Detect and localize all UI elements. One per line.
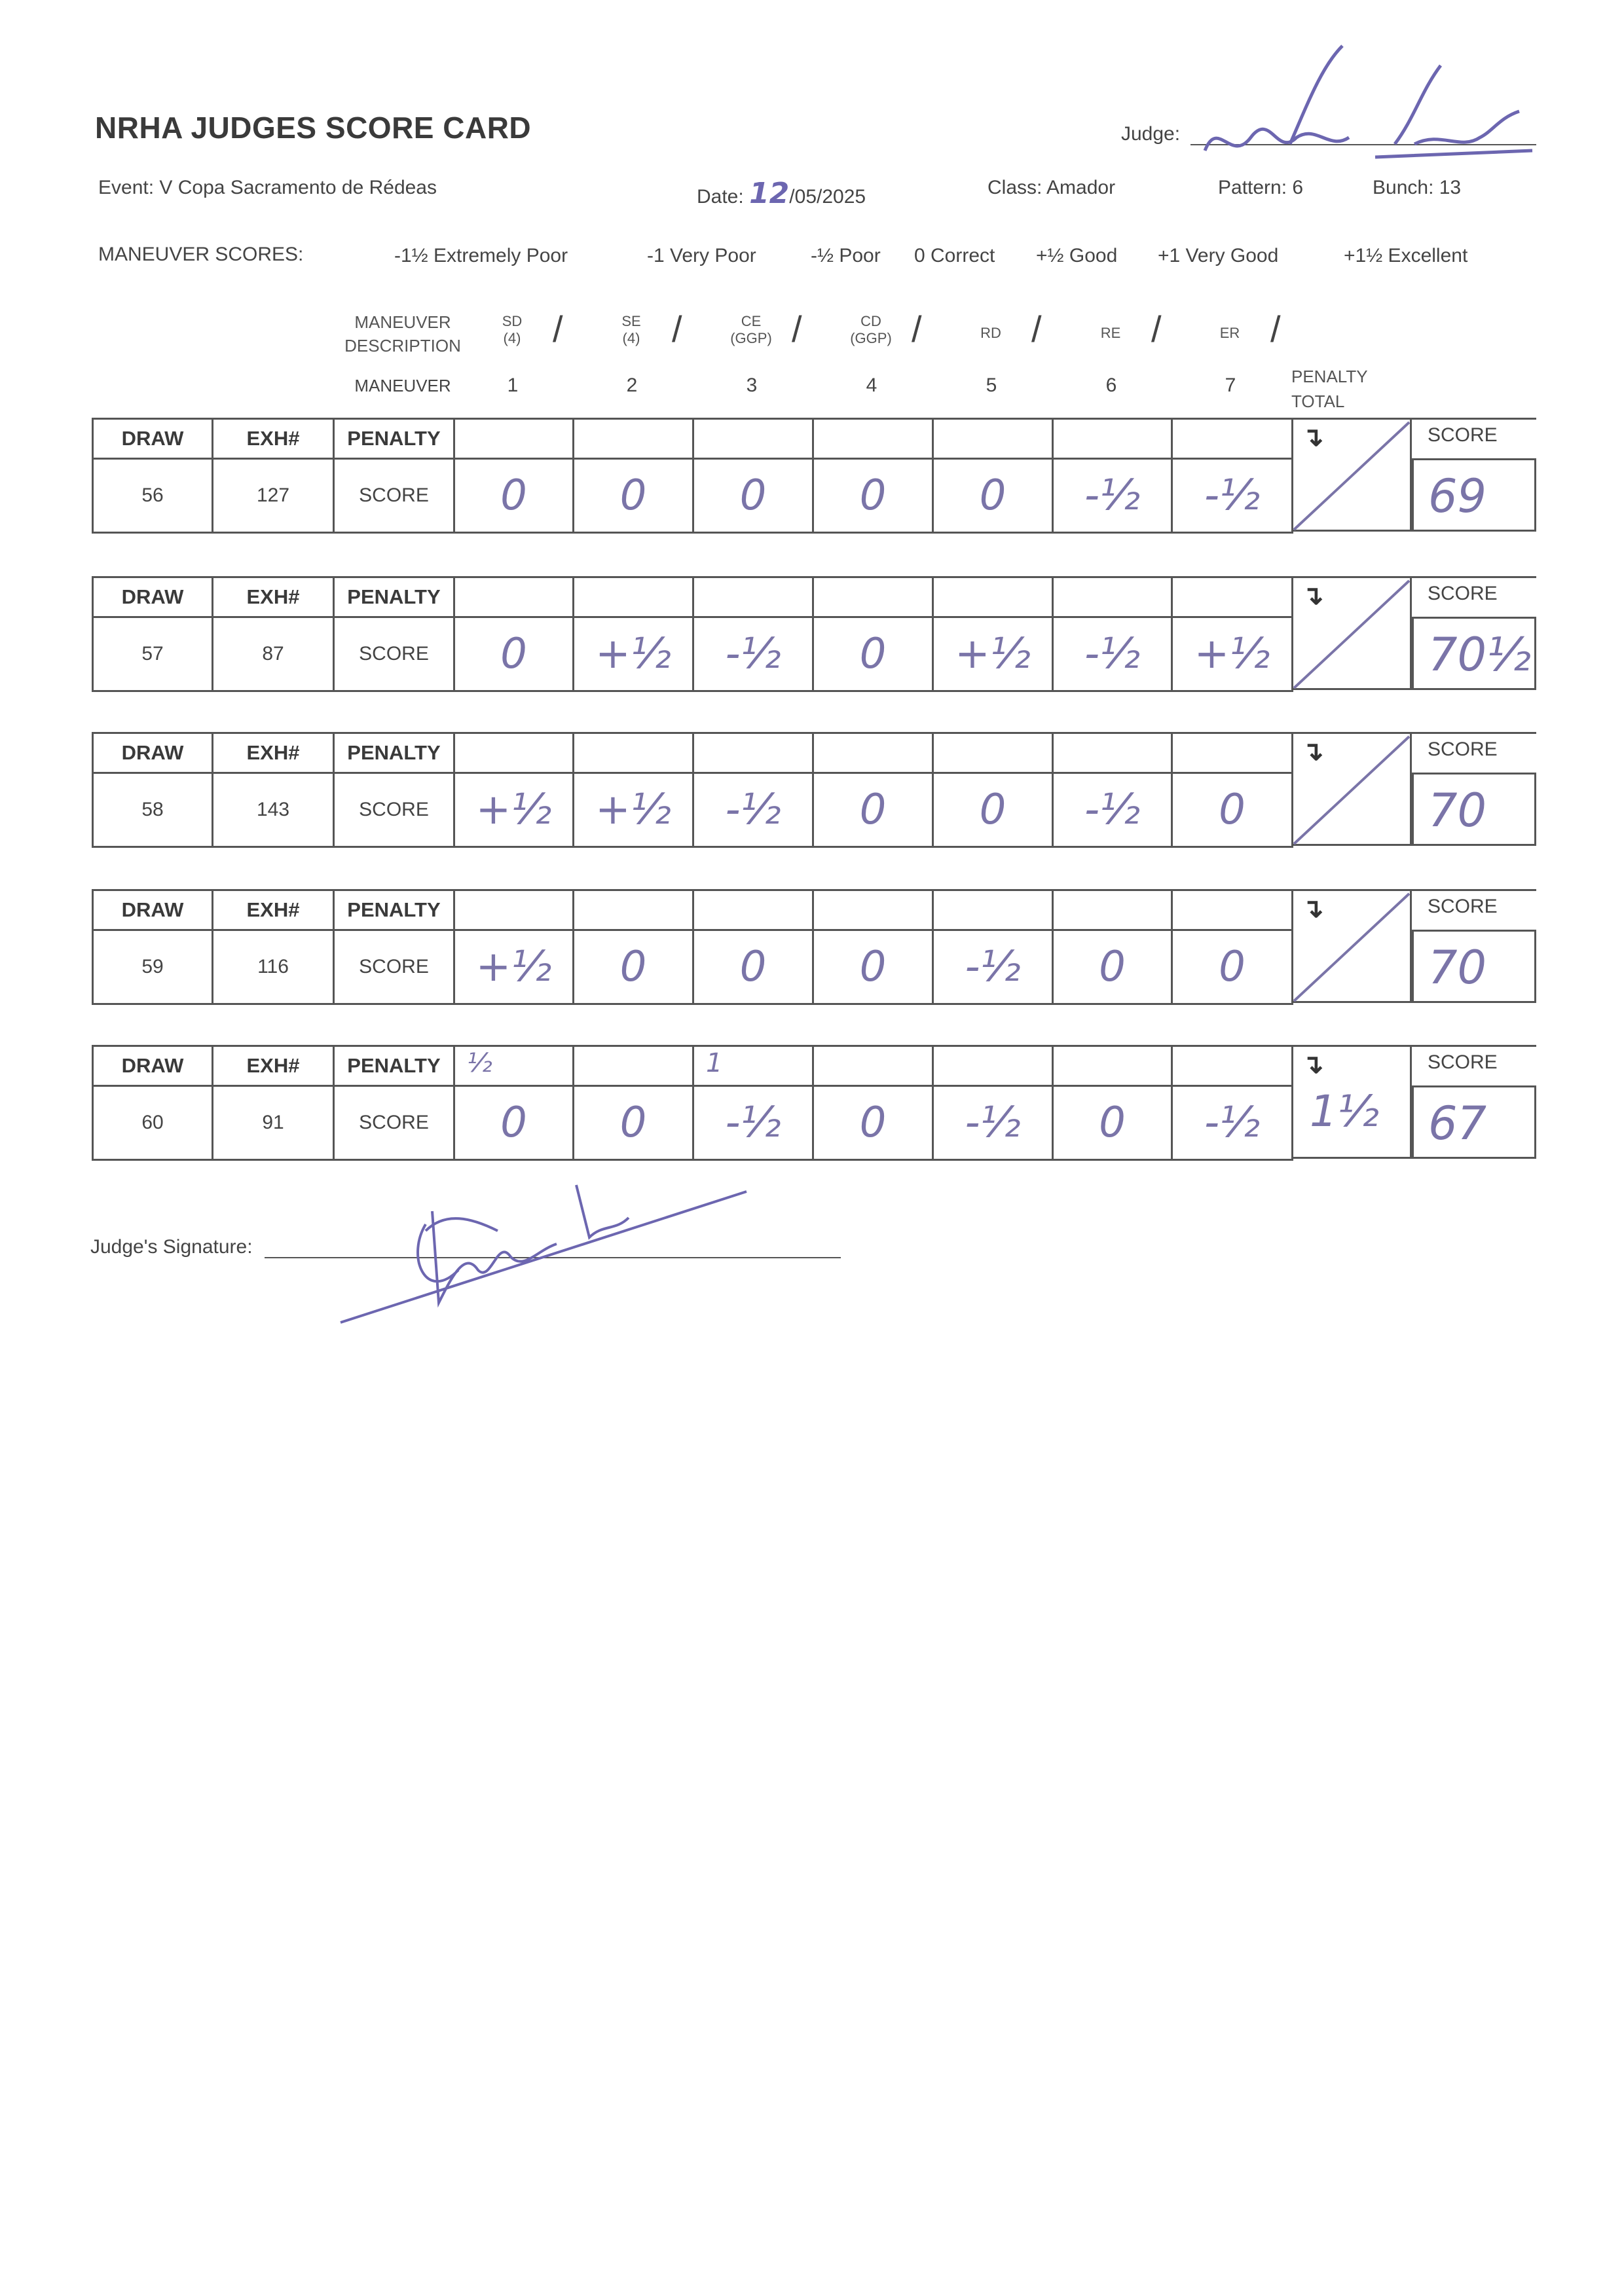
maneuver-code xyxy=(466,313,558,347)
maneuver-code xyxy=(825,313,917,347)
arrow-down-icon: ↴ xyxy=(1302,737,1324,766)
maneuver-code-text: RE xyxy=(1100,325,1121,341)
score-box-top-line xyxy=(1412,889,1536,891)
score-box-top-line xyxy=(1412,732,1536,734)
maneuver-score-value: 0 xyxy=(1219,943,1246,991)
maneuver-code xyxy=(1065,325,1156,342)
penalty-cell[interactable] xyxy=(1053,419,1172,459)
maneuver-score-cell[interactable] xyxy=(933,930,1053,1004)
maneuver-score-value: -½ xyxy=(1084,786,1141,834)
entry-table xyxy=(92,732,1293,848)
page-title: NRHA JUDGES SCORE CARD xyxy=(95,111,532,145)
score-row-label: SCORE xyxy=(334,930,454,1004)
maneuver-code-sub: (4) xyxy=(622,330,640,346)
penalty-cell[interactable] xyxy=(1172,419,1293,459)
maneuver-score-row xyxy=(93,617,1293,691)
class-field xyxy=(987,177,1115,199)
legend-item: -1½ Extremely Poor xyxy=(394,245,568,266)
entry-table xyxy=(92,1045,1293,1161)
exhibitor-number: 116 xyxy=(213,930,334,1004)
exh-header: EXH# xyxy=(213,733,334,773)
bunch-value: 13 xyxy=(1439,177,1462,198)
draw-header: DRAW xyxy=(93,733,213,773)
maneuver-score-value: +½ xyxy=(475,786,552,834)
maneuver-number: 1 xyxy=(507,374,519,396)
draw-header: DRAW xyxy=(93,419,213,459)
penalty-value: ½ xyxy=(467,1048,492,1078)
strike-through-mark xyxy=(1291,578,1412,692)
penalty-cell[interactable] xyxy=(1172,577,1293,617)
maneuver-score-value: -½ xyxy=(965,943,1021,991)
penalty-total-cell[interactable] xyxy=(1291,576,1412,690)
maneuver-score-cell[interactable] xyxy=(813,773,933,847)
arrow-down-icon: ↴ xyxy=(1302,581,1324,610)
score-entry xyxy=(92,732,1536,855)
maneuver-code xyxy=(1184,325,1276,342)
penalty-header: PENALTY xyxy=(334,419,454,459)
maneuver-score-cell[interactable] xyxy=(1172,930,1293,1004)
final-score-value: 70½ xyxy=(1428,628,1531,682)
maneuver-score-cell[interactable] xyxy=(1172,459,1293,533)
maneuver-code-sub: (GGP) xyxy=(730,330,772,346)
score-row-label: SCORE xyxy=(334,459,454,533)
final-score-value: 67 xyxy=(1428,1097,1487,1150)
maneuver-score-value: 0 xyxy=(500,471,527,520)
penalty-cell[interactable] xyxy=(813,733,933,773)
exhibitor-number: 127 xyxy=(213,459,334,533)
final-score-box[interactable] xyxy=(1412,458,1536,532)
maneuver-code-sub: (4) xyxy=(503,330,521,346)
maneuver-score-value: -½ xyxy=(725,1099,781,1147)
maneuver-code-text: SD xyxy=(502,313,523,329)
judge-signature-scribble xyxy=(327,1172,760,1329)
maneuver-score-value: 0 xyxy=(859,1099,887,1147)
penalty-cell[interactable] xyxy=(1172,1046,1293,1086)
judge-label: Judge: xyxy=(1121,123,1181,145)
pattern-label: Pattern: xyxy=(1218,177,1287,198)
maneuver-score-cell[interactable] xyxy=(693,617,813,691)
penalty-total-cell[interactable] xyxy=(1291,732,1412,846)
maneuver-score-value: -½ xyxy=(1084,630,1141,678)
maneuver-label: MANEUVER xyxy=(354,376,451,395)
maneuver-score-value: 0 xyxy=(500,630,527,678)
maneuver-score-value: -½ xyxy=(965,1099,1021,1147)
maneuver-score-value: 0 xyxy=(619,1099,647,1147)
maneuver-score-value: 0 xyxy=(859,786,887,834)
maneuver-score-row xyxy=(93,773,1293,847)
penalty-cell[interactable] xyxy=(813,419,933,459)
penalty-cell[interactable] xyxy=(1053,577,1172,617)
draw-number: 59 xyxy=(93,930,213,1004)
exh-header: EXH# xyxy=(213,890,334,930)
maneuver-score-cell[interactable] xyxy=(1053,773,1172,847)
maneuver-number: 3 xyxy=(746,374,758,396)
maneuver-code-text: CD xyxy=(860,313,881,329)
maneuver-code-text: CE xyxy=(741,313,762,329)
penalty-cell[interactable] xyxy=(933,577,1053,617)
penalty-total-label: PENALTY TOTAL xyxy=(1291,367,1368,411)
maneuver-score-cell[interactable] xyxy=(693,773,813,847)
maneuver-code-text: SE xyxy=(621,313,641,329)
penalty-total-cell[interactable] xyxy=(1291,889,1412,1003)
maneuver-number: 4 xyxy=(866,374,877,396)
final-score-box[interactable] xyxy=(1412,773,1536,846)
maneuver-score-value: 0 xyxy=(1099,943,1126,991)
penalty-header: PENALTY xyxy=(334,577,454,617)
maneuver-score-value: 0 xyxy=(1219,786,1246,834)
maneuver-separator: / xyxy=(672,308,682,350)
maneuver-score-cell[interactable] xyxy=(574,930,693,1004)
penalty-total-cell[interactable] xyxy=(1291,418,1412,532)
penalty-total-value: 1½ xyxy=(1310,1086,1379,1137)
maneuver-score-value: +½ xyxy=(595,786,671,834)
final-score-box[interactable] xyxy=(1412,1085,1536,1159)
penalty-row xyxy=(93,890,1293,930)
legend-item: +½ Good xyxy=(1036,245,1118,266)
draw-number: 56 xyxy=(93,459,213,533)
arrow-down-icon: ↴ xyxy=(1302,423,1324,452)
maneuver-separator: / xyxy=(792,308,802,350)
penalty-cell[interactable] xyxy=(1053,890,1172,930)
maneuver-code xyxy=(705,313,797,347)
score-entry xyxy=(92,418,1536,541)
date-label: Date: xyxy=(697,186,744,208)
penalty-cell[interactable] xyxy=(454,890,574,930)
maneuver-score-cell[interactable] xyxy=(454,930,574,1004)
score-box-label: SCORE xyxy=(1428,1051,1498,1073)
maneuver-score-cell[interactable] xyxy=(933,773,1053,847)
maneuver-separator: / xyxy=(553,308,563,350)
arrow-down-icon: ↴ xyxy=(1302,894,1324,923)
penalty-cell[interactable] xyxy=(574,890,693,930)
penalty-cell[interactable] xyxy=(813,577,933,617)
date-rest: /05/2025 xyxy=(789,186,866,208)
pattern-field xyxy=(1218,177,1303,199)
legend-item: 0 Correct xyxy=(914,245,995,266)
maneuver-score-value: -½ xyxy=(1204,1099,1261,1147)
draw-number: 57 xyxy=(93,617,213,691)
exh-header: EXH# xyxy=(213,419,334,459)
score-row-label: SCORE xyxy=(334,773,454,847)
score-box-top-line xyxy=(1412,418,1536,420)
date-day: 12 xyxy=(749,177,790,210)
strike-line xyxy=(1294,894,1409,1001)
bunch-label: Bunch: xyxy=(1373,177,1434,198)
score-box-label: SCORE xyxy=(1428,738,1498,760)
maneuver-score-value: 0 xyxy=(859,943,887,991)
maneuver-score-value: +½ xyxy=(955,630,1031,678)
arrow-down-icon: ↴ xyxy=(1302,1050,1324,1079)
maneuver-score-cell[interactable] xyxy=(1053,617,1172,691)
maneuver-score-cell[interactable] xyxy=(813,459,933,533)
score-row-label: SCORE xyxy=(334,1086,454,1160)
maneuver-score-cell[interactable] xyxy=(1053,930,1172,1004)
penalty-cell[interactable] xyxy=(813,890,933,930)
maneuver-code-text: RD xyxy=(980,325,1001,341)
maneuver-number: 5 xyxy=(986,374,997,396)
final-score-value: 69 xyxy=(1428,469,1487,523)
maneuver-score-value: +½ xyxy=(595,630,671,678)
signature-label: Judge's Signature: xyxy=(90,1236,253,1258)
maneuver-score-value: 0 xyxy=(619,471,647,520)
penalty-cell[interactable] xyxy=(933,733,1053,773)
penalty-cell[interactable] xyxy=(454,1046,574,1086)
draw-number: 60 xyxy=(93,1086,213,1160)
maneuver-code xyxy=(585,313,677,347)
maneuver-score-value: +½ xyxy=(475,943,552,991)
draw-number: 58 xyxy=(93,773,213,847)
maneuver-score-value: 0 xyxy=(859,630,887,678)
maneuver-score-cell[interactable] xyxy=(574,773,693,847)
penalty-cell[interactable] xyxy=(1053,733,1172,773)
maneuver-score-value: +½ xyxy=(1194,630,1270,678)
maneuver-code-text: ER xyxy=(1219,325,1240,341)
bunch-field xyxy=(1373,177,1461,199)
maneuver-score-cell[interactable] xyxy=(933,617,1053,691)
maneuver-score-value: 0 xyxy=(619,943,647,991)
maneuver-separator: / xyxy=(912,308,922,350)
penalty-header: PENALTY xyxy=(334,733,454,773)
penalty-cell[interactable] xyxy=(454,577,574,617)
maneuver-score-cell[interactable] xyxy=(454,1086,574,1160)
maneuver-score-value: -½ xyxy=(1204,471,1261,520)
maneuver-score-cell[interactable] xyxy=(693,1086,813,1160)
maneuver-score-value: 0 xyxy=(500,1099,527,1147)
maneuver-separator: / xyxy=(1151,308,1162,350)
maneuver-number: 6 xyxy=(1105,374,1117,396)
maneuver-score-cell[interactable] xyxy=(813,1086,933,1160)
score-entry xyxy=(92,576,1536,699)
strike-line xyxy=(1294,581,1409,688)
score-row-label: SCORE xyxy=(334,617,454,691)
penalty-value: 1 xyxy=(706,1048,723,1078)
date-field xyxy=(697,177,866,210)
penalty-cell[interactable] xyxy=(693,419,813,459)
maneuver-code xyxy=(945,325,1037,342)
maneuver-description-label: MANEUVER DESCRIPTION xyxy=(344,312,461,355)
penalty-cell[interactable] xyxy=(693,577,813,617)
maneuver-score-cell[interactable] xyxy=(933,1086,1053,1160)
penalty-cell[interactable] xyxy=(1172,890,1293,930)
penalty-row xyxy=(93,733,1293,773)
maneuver-score-cell[interactable] xyxy=(454,773,574,847)
final-score-value: 70 xyxy=(1428,941,1487,994)
penalty-cell[interactable] xyxy=(933,1046,1053,1086)
maneuver-score-row xyxy=(93,459,1293,533)
maneuver-score-cell[interactable] xyxy=(813,617,933,691)
strike-through-mark xyxy=(1291,891,1412,1005)
class-value: Amador xyxy=(1046,177,1116,198)
penalty-row xyxy=(93,577,1293,617)
maneuver-score-value: 0 xyxy=(1099,1099,1126,1147)
penalty-total-cell[interactable] xyxy=(1291,1045,1412,1159)
maneuver-score-value: 0 xyxy=(979,786,1006,834)
legend-label: MANEUVER SCORES: xyxy=(98,244,304,265)
maneuver-score-value: -½ xyxy=(1084,471,1141,520)
penalty-cell[interactable] xyxy=(454,419,574,459)
legend-item: +1 Very Good xyxy=(1158,245,1279,266)
maneuver-score-row xyxy=(93,1086,1293,1160)
event-value: V Copa Sacramento de Rédeas xyxy=(159,177,437,198)
penalty-cell[interactable] xyxy=(933,890,1053,930)
maneuver-score-cell[interactable] xyxy=(1053,459,1172,533)
final-score-value: 70 xyxy=(1428,784,1487,837)
maneuver-score-cell[interactable] xyxy=(454,617,574,691)
maneuver-score-value: 0 xyxy=(739,943,767,991)
legend-item: -½ Poor xyxy=(811,245,881,266)
event-label: Event: xyxy=(98,177,155,198)
final-score-box[interactable] xyxy=(1412,617,1536,690)
score-box-label: SCORE xyxy=(1428,896,1498,917)
penalty-header: PENALTY xyxy=(334,1046,454,1086)
penalty-cell[interactable] xyxy=(693,890,813,930)
maneuver-score-value: 0 xyxy=(979,471,1006,520)
score-entry xyxy=(92,889,1536,1012)
penalty-cell[interactable] xyxy=(574,577,693,617)
entry-table xyxy=(92,889,1293,1005)
maneuver-score-cell[interactable] xyxy=(574,1086,693,1160)
penalty-row xyxy=(93,419,1293,459)
maneuver-score-row xyxy=(93,930,1293,1004)
penalty-header: PENALTY xyxy=(334,890,454,930)
penalty-cell[interactable] xyxy=(574,733,693,773)
score-entry xyxy=(92,1045,1536,1168)
score-box-top-line xyxy=(1412,1045,1536,1047)
maneuver-number: 2 xyxy=(626,374,638,396)
legend-item: -1 Very Poor xyxy=(647,245,756,266)
maneuver-score-cell[interactable] xyxy=(454,459,574,533)
exhibitor-number: 91 xyxy=(213,1086,334,1160)
penalty-cell[interactable] xyxy=(933,419,1053,459)
maneuver-score-cell[interactable] xyxy=(1172,1086,1293,1160)
exh-header: EXH# xyxy=(213,1046,334,1086)
maneuver-score-cell[interactable] xyxy=(933,459,1053,533)
score-box-label: SCORE xyxy=(1428,424,1498,446)
final-score-box[interactable] xyxy=(1412,930,1536,1003)
maneuver-score-cell[interactable] xyxy=(813,930,933,1004)
penalty-cell[interactable] xyxy=(574,419,693,459)
strike-line xyxy=(1294,737,1409,844)
strike-through-mark xyxy=(1291,420,1412,534)
entry-table xyxy=(92,576,1293,692)
strike-through-mark xyxy=(1291,734,1412,848)
penalty-cell[interactable] xyxy=(693,1046,813,1086)
penalty-cell[interactable] xyxy=(693,733,813,773)
exh-header: EXH# xyxy=(213,577,334,617)
maneuver-number: 7 xyxy=(1225,374,1236,396)
maneuver-separator: / xyxy=(1031,308,1042,350)
maneuver-score-cell[interactable] xyxy=(1172,773,1293,847)
maneuver-score-value: 0 xyxy=(859,471,887,520)
maneuver-score-cell[interactable] xyxy=(693,459,813,533)
maneuver-score-cell[interactable] xyxy=(1053,1086,1172,1160)
exhibitor-number: 143 xyxy=(213,773,334,847)
draw-header: DRAW xyxy=(93,1046,213,1086)
maneuver-score-cell[interactable] xyxy=(693,930,813,1004)
maneuver-code-sub: (GGP) xyxy=(850,330,892,346)
penalty-cell[interactable] xyxy=(813,1046,933,1086)
penalty-cell[interactable] xyxy=(574,1046,693,1086)
draw-header: DRAW xyxy=(93,890,213,930)
maneuver-score-cell[interactable] xyxy=(574,617,693,691)
score-box-top-line xyxy=(1412,576,1536,578)
event-field xyxy=(98,177,437,199)
legend-item: +1½ Excellent xyxy=(1344,245,1468,266)
maneuver-separator: / xyxy=(1270,308,1281,350)
penalty-cell[interactable] xyxy=(1172,733,1293,773)
maneuver-score-value: 0 xyxy=(739,471,767,520)
judge-signature xyxy=(1179,39,1545,190)
draw-header: DRAW xyxy=(93,577,213,617)
score-box-label: SCORE xyxy=(1428,583,1498,604)
entry-table xyxy=(92,418,1293,534)
maneuver-score-value: -½ xyxy=(725,630,781,678)
exhibitor-number: 87 xyxy=(213,617,334,691)
maneuver-score-cell[interactable] xyxy=(574,459,693,533)
pattern-value: 6 xyxy=(1292,177,1304,198)
class-label: Class: xyxy=(987,177,1043,198)
penalty-cell[interactable] xyxy=(454,733,574,773)
maneuver-score-cell[interactable] xyxy=(1172,617,1293,691)
penalty-row xyxy=(93,1046,1293,1086)
maneuver-score-value: -½ xyxy=(725,786,781,834)
strike-line xyxy=(1294,422,1409,530)
penalty-cell[interactable] xyxy=(1053,1046,1172,1086)
